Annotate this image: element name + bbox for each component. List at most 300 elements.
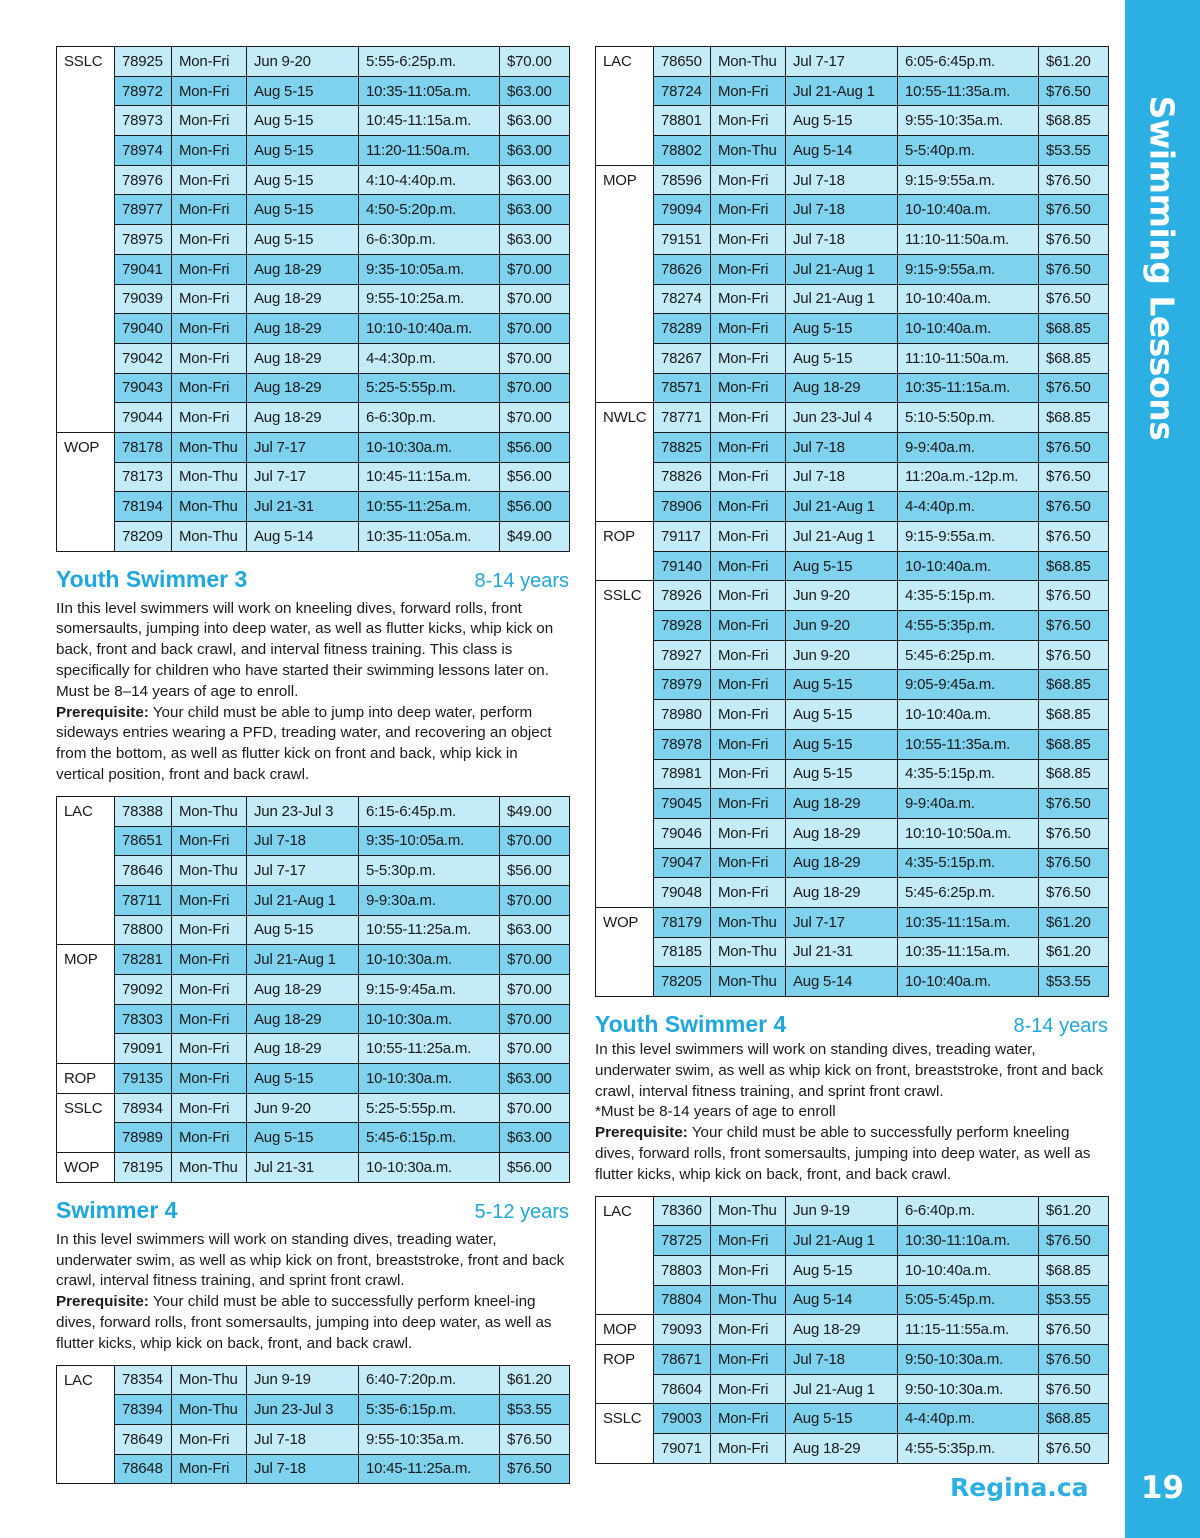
course-code-cell: 79091 <box>115 1034 172 1064</box>
time-cell: 9:50-10:30a.m. <box>898 1374 1039 1404</box>
course-code-cell: 78209 <box>115 522 172 552</box>
fee-cell: $56.00 <box>500 1153 570 1183</box>
course-code-cell: 78179 <box>654 907 711 937</box>
days-cell: Mon-Thu <box>172 492 247 522</box>
fee-cell: $63.00 <box>500 1123 570 1153</box>
course-code-cell: 78977 <box>115 195 172 225</box>
course-code-cell: 78289 <box>654 314 711 344</box>
days-cell: Mon-Fri <box>172 284 247 314</box>
description-text: IIn this level swimmers will work on kneeling dives, forward rolls, front somersaults, jumping into deep water, as well as flutter kicks, whip kick on back, front and back crawl, and interval fitness training. This class is specifically for children who have started their swimming lessons later on. Must be 8–14 years of age to enroll. <box>56 599 554 700</box>
fee-cell: $68.85 <box>1039 729 1109 759</box>
dates-cell: Aug 18-29 <box>247 403 359 433</box>
table-row <box>57 1424 570 1454</box>
days-cell: Mon-Fri <box>172 915 247 945</box>
fee-cell: $76.50 <box>1039 581 1109 611</box>
dates-cell: Jun 9-20 <box>247 47 359 77</box>
days-cell: Mon-Thu <box>172 1365 247 1395</box>
days-cell: Mon-Fri <box>172 1424 247 1454</box>
table-row <box>596 1315 1109 1345</box>
table-row <box>596 581 1109 611</box>
table-row <box>596 254 1109 284</box>
dates-cell: Aug 18-29 <box>247 974 359 1004</box>
fee-cell: $61.20 <box>1039 1196 1109 1226</box>
days-cell: Mon-Fri <box>711 462 786 492</box>
dates-cell: Jul 21-Aug 1 <box>786 1226 898 1256</box>
time-cell: 6:15-6:45p.m. <box>359 796 500 826</box>
time-cell: 10:45-11:15a.m. <box>359 106 500 136</box>
age-note: *Must be 8-14 years of age to enroll <box>595 1103 836 1121</box>
time-cell: 10:30-11:10a.m. <box>898 1226 1039 1256</box>
days-cell: Mon-Fri <box>711 284 786 314</box>
section-description <box>56 599 569 786</box>
days-cell: Mon-Fri <box>711 700 786 730</box>
days-cell: Mon-Fri <box>172 343 247 373</box>
course-code-cell: 78281 <box>115 945 172 975</box>
table-row <box>596 878 1109 908</box>
table-row <box>596 462 1109 492</box>
course-code-cell: 79046 <box>654 818 711 848</box>
time-cell: 9:35-10:05a.m. <box>359 254 500 284</box>
dates-cell: Aug 18-29 <box>786 818 898 848</box>
time-cell: 9:15-9:55a.m. <box>898 522 1039 552</box>
course-code-cell: 79043 <box>115 373 172 403</box>
course-code-cell: 79040 <box>115 314 172 344</box>
time-cell: 10:55-11:25a.m. <box>359 915 500 945</box>
time-cell: 10:35-11:05a.m. <box>359 522 500 552</box>
time-cell: 10:55-11:35a.m. <box>898 729 1039 759</box>
dates-cell: Aug 5-15 <box>786 1255 898 1285</box>
fee-cell: $76.50 <box>1039 492 1109 522</box>
time-cell: 6-6:40p.m. <box>898 1196 1039 1226</box>
time-cell: 5:45-6:25p.m. <box>898 640 1039 670</box>
table-row <box>596 1374 1109 1404</box>
course-code-cell: 78825 <box>654 432 711 462</box>
dates-cell: Aug 5-15 <box>247 915 359 945</box>
time-cell: 6-6:30p.m. <box>359 225 500 255</box>
course-code-cell: 79092 <box>115 974 172 1004</box>
time-cell: 5:05-5:45p.m. <box>898 1285 1039 1315</box>
fee-cell: $56.00 <box>500 856 570 886</box>
days-cell: Mon-Fri <box>172 373 247 403</box>
table-row <box>596 729 1109 759</box>
table-row <box>57 1034 570 1064</box>
dates-cell: Jul 7-18 <box>786 432 898 462</box>
fee-cell: $63.00 <box>500 136 570 166</box>
days-cell: Mon-Fri <box>172 254 247 284</box>
time-cell: 4:35-5:15p.m. <box>898 581 1039 611</box>
days-cell: Mon-Fri <box>711 225 786 255</box>
location-cell: WOP <box>57 432 115 551</box>
course-code-cell: 78596 <box>654 165 711 195</box>
course-code-cell: 78927 <box>654 640 711 670</box>
course-code-cell: 78185 <box>654 937 711 967</box>
dates-cell: Jul 7-18 <box>786 165 898 195</box>
location-cell: WOP <box>596 907 654 996</box>
time-cell: 9-9:30a.m. <box>359 885 500 915</box>
location-cell: LAC <box>596 47 654 166</box>
dates-cell: Aug 18-29 <box>786 878 898 908</box>
course-code-cell: 79151 <box>654 225 711 255</box>
location-cell: MOP <box>596 1315 654 1345</box>
time-cell: 4:55-5:35p.m. <box>898 1434 1039 1464</box>
fee-cell: $63.00 <box>500 165 570 195</box>
course-code-cell: 78802 <box>654 136 711 166</box>
time-cell: 10:10-10:40a.m. <box>359 314 500 344</box>
table-row <box>596 165 1109 195</box>
time-cell: 10-10:40a.m. <box>898 314 1039 344</box>
fee-cell: $49.00 <box>500 796 570 826</box>
description-text: In this level swimmers will work on standing dives, treading water, underwater swim, as well as whip kick on front, breaststroke, front and back crawl, interval fitness training, and sprint front crawl. <box>595 1041 1104 1100</box>
time-cell: 10:35-11:15a.m. <box>898 937 1039 967</box>
dates-cell: Jul 7-18 <box>786 1345 898 1375</box>
location-cell: NWLC <box>596 403 654 522</box>
fee-cell: $56.00 <box>500 462 570 492</box>
table-row <box>596 47 1109 77</box>
fee-cell: $76.50 <box>1039 611 1109 641</box>
table-row <box>596 759 1109 789</box>
days-cell: Mon-Fri <box>172 1123 247 1153</box>
dates-cell: Aug 5-14 <box>786 967 898 997</box>
table-row <box>596 1434 1109 1464</box>
course-code-cell: 78651 <box>115 826 172 856</box>
table-row <box>596 611 1109 641</box>
fee-cell: $76.50 <box>1039 1345 1109 1375</box>
days-cell: Mon-Thu <box>711 1285 786 1315</box>
schedule-table <box>56 1365 570 1485</box>
table-row <box>596 1226 1109 1256</box>
course-code-cell: 78394 <box>115 1395 172 1425</box>
time-cell: 10:35-11:15a.m. <box>898 907 1039 937</box>
table-row <box>57 1123 570 1153</box>
fee-cell: $76.50 <box>1039 848 1109 878</box>
days-cell: Mon-Fri <box>711 551 786 581</box>
days-cell: Mon-Thu <box>172 432 247 462</box>
table-row <box>596 1285 1109 1315</box>
time-cell: 6:05-6:45p.m. <box>898 47 1039 77</box>
table-row <box>596 1196 1109 1226</box>
time-cell: 9:15-9:55a.m. <box>898 254 1039 284</box>
time-cell: 4-4:30p.m. <box>359 343 500 373</box>
time-cell: 9-9:40a.m. <box>898 789 1039 819</box>
prerequisite-label: Prerequisite: <box>56 703 149 721</box>
table-row <box>57 373 570 403</box>
course-code-cell: 78972 <box>115 76 172 106</box>
dates-cell: Jul 7-18 <box>247 826 359 856</box>
location-cell: ROP <box>57 1064 115 1094</box>
table-row <box>57 136 570 166</box>
site-link[interactable]: Regina.ca <box>950 1473 1089 1502</box>
location-cell: ROP <box>596 1345 654 1404</box>
course-code-cell: 79047 <box>654 848 711 878</box>
age-range: 5-12 years <box>474 1200 569 1223</box>
course-code-cell: 78649 <box>115 1424 172 1454</box>
days-cell: Mon-Fri <box>711 254 786 284</box>
table-row <box>596 937 1109 967</box>
fee-cell: $76.50 <box>1039 640 1109 670</box>
dates-cell: Aug 18-29 <box>786 1434 898 1464</box>
time-cell: 10-10:30a.m. <box>359 945 500 975</box>
course-code-cell: 79140 <box>654 551 711 581</box>
fee-cell: $76.50 <box>1039 1434 1109 1464</box>
prerequisite-label: Prerequisite: <box>595 1124 688 1142</box>
fee-cell: $53.55 <box>1039 1285 1109 1315</box>
fee-cell: $76.50 <box>1039 1226 1109 1256</box>
table-row <box>57 796 570 826</box>
dates-cell: Jun 23-Jul 3 <box>247 1395 359 1425</box>
fee-cell: $68.85 <box>1039 314 1109 344</box>
dates-cell: Aug 5-15 <box>786 314 898 344</box>
course-code-cell: 78725 <box>654 1226 711 1256</box>
table-row <box>596 967 1109 997</box>
schedule-table <box>595 1196 1109 1464</box>
fee-cell: $70.00 <box>500 885 570 915</box>
dates-cell: Aug 5-15 <box>786 551 898 581</box>
schedule-table <box>595 46 1109 997</box>
course-code-cell: 78804 <box>654 1285 711 1315</box>
course-code-cell: 78178 <box>115 432 172 462</box>
course-code-cell: 79045 <box>654 789 711 819</box>
time-cell: 10-10:40a.m. <box>898 551 1039 581</box>
table-row <box>596 343 1109 373</box>
course-code-cell: 79039 <box>115 284 172 314</box>
time-cell: 5:55-6:25p.m. <box>359 47 500 77</box>
dates-cell: Aug 5-14 <box>786 136 898 166</box>
section-title: Youth Swimmer 3 <box>56 565 248 592</box>
section-tab-title: Swimming Lessons <box>1142 95 1182 441</box>
fee-cell: $76.50 <box>1039 254 1109 284</box>
table-row <box>57 522 570 552</box>
course-code-cell: 78803 <box>654 1255 711 1285</box>
dates-cell: Aug 5-15 <box>786 729 898 759</box>
table-row <box>57 915 570 945</box>
course-code-cell: 79003 <box>654 1404 711 1434</box>
table-row <box>596 492 1109 522</box>
time-cell: 10-10:40a.m. <box>898 1255 1039 1285</box>
time-cell: 9:55-10:35a.m. <box>359 1424 500 1454</box>
course-code-cell: 78980 <box>654 700 711 730</box>
table-row <box>57 1064 570 1094</box>
course-code-cell: 78711 <box>115 885 172 915</box>
days-cell: Mon-Fri <box>711 403 786 433</box>
course-code-cell: 78173 <box>115 462 172 492</box>
dates-cell: Jul 7-18 <box>786 462 898 492</box>
days-cell: Mon-Fri <box>711 76 786 106</box>
course-code-cell: 78195 <box>115 1153 172 1183</box>
days-cell: Mon-Thu <box>172 462 247 492</box>
dates-cell: Jul 21-Aug 1 <box>247 945 359 975</box>
course-code-cell: 78267 <box>654 343 711 373</box>
table-row <box>596 700 1109 730</box>
location-cell: MOP <box>596 165 654 403</box>
dates-cell: Jul 21-Aug 1 <box>786 76 898 106</box>
table-row <box>596 907 1109 937</box>
course-code-cell: 79042 <box>115 343 172 373</box>
time-cell: 10:10-10:50a.m. <box>898 818 1039 848</box>
location-cell: SSLC <box>57 47 115 433</box>
dates-cell: Aug 5-15 <box>247 1123 359 1153</box>
course-code-cell: 78801 <box>654 106 711 136</box>
days-cell: Mon-Fri <box>711 878 786 908</box>
fee-cell: $63.00 <box>500 76 570 106</box>
time-cell: 4:10-4:40p.m. <box>359 165 500 195</box>
dates-cell: Aug 18-29 <box>247 1004 359 1034</box>
time-cell: 6-6:30p.m. <box>359 403 500 433</box>
schedule-table <box>56 46 570 552</box>
table-row <box>57 343 570 373</box>
dates-cell: Jun 9-20 <box>786 640 898 670</box>
table-row <box>596 314 1109 344</box>
days-cell: Mon-Thu <box>711 967 786 997</box>
table-row <box>596 225 1109 255</box>
table-row <box>57 856 570 886</box>
fee-cell: $76.50 <box>1039 522 1109 552</box>
course-code-cell: 78925 <box>115 47 172 77</box>
time-cell: 10-10:40a.m. <box>898 195 1039 225</box>
days-cell: Mon-Fri <box>711 611 786 641</box>
schedule-table <box>56 796 570 1183</box>
days-cell: Mon-Thu <box>172 1395 247 1425</box>
fee-cell: $70.00 <box>500 254 570 284</box>
fee-cell: $63.00 <box>500 1064 570 1094</box>
days-cell: Mon-Fri <box>172 1034 247 1064</box>
location-cell: WOP <box>57 1153 115 1183</box>
time-cell: 9:50-10:30a.m. <box>898 1345 1039 1375</box>
days-cell: Mon-Fri <box>711 729 786 759</box>
table-row <box>57 492 570 522</box>
fee-cell: $70.00 <box>500 47 570 77</box>
section-header <box>56 1197 569 1224</box>
course-code-cell: 78906 <box>654 492 711 522</box>
table-row <box>57 284 570 314</box>
fee-cell: $76.50 <box>1039 789 1109 819</box>
days-cell: Mon-Fri <box>711 522 786 552</box>
fee-cell: $61.20 <box>1039 47 1109 77</box>
dates-cell: Jul 7-17 <box>247 432 359 462</box>
fee-cell: $61.20 <box>1039 907 1109 937</box>
course-code-cell: 79044 <box>115 403 172 433</box>
dates-cell: Aug 5-15 <box>247 106 359 136</box>
fee-cell: $70.00 <box>500 826 570 856</box>
fee-cell: $70.00 <box>500 284 570 314</box>
days-cell: Mon-Fri <box>711 492 786 522</box>
time-cell: 10-10:30a.m. <box>359 1064 500 1094</box>
table-row <box>596 284 1109 314</box>
table-row <box>57 225 570 255</box>
fee-cell: $63.00 <box>500 106 570 136</box>
table-row <box>596 373 1109 403</box>
time-cell: 11:10-11:50a.m. <box>898 225 1039 255</box>
course-code-cell: 78303 <box>115 1004 172 1034</box>
days-cell: Mon-Fri <box>711 640 786 670</box>
days-cell: Mon-Fri <box>172 826 247 856</box>
days-cell: Mon-Fri <box>711 581 786 611</box>
course-code-cell: 78976 <box>115 165 172 195</box>
dates-cell: Jul 21-Aug 1 <box>247 885 359 915</box>
course-code-cell: 79048 <box>654 878 711 908</box>
fee-cell: $68.85 <box>1039 1404 1109 1434</box>
dates-cell: Jul 21-Aug 1 <box>786 522 898 552</box>
time-cell: 4:55-5:35p.m. <box>898 611 1039 641</box>
days-cell: Mon-Fri <box>172 225 247 255</box>
course-code-cell: 78194 <box>115 492 172 522</box>
days-cell: Mon-Thu <box>172 522 247 552</box>
time-cell: 9:15-9:45a.m. <box>359 974 500 1004</box>
time-cell: 10-10:30a.m. <box>359 1004 500 1034</box>
course-code-cell: 79093 <box>654 1315 711 1345</box>
fee-cell: $76.50 <box>1039 76 1109 106</box>
fee-cell: $76.50 <box>1039 432 1109 462</box>
days-cell: Mon-Fri <box>172 106 247 136</box>
course-code-cell: 78205 <box>654 967 711 997</box>
dates-cell: Jun 9-20 <box>786 581 898 611</box>
time-cell: 11:20a.m.-12p.m. <box>898 462 1039 492</box>
section-header <box>56 566 569 593</box>
course-code-cell: 78981 <box>654 759 711 789</box>
time-cell: 5-5:30p.m. <box>359 856 500 886</box>
description-text: In this level swimmers will work on standing dives, treading water, underwater swim, as well as whip kick on front, breaststroke, front and back crawl, interval fitness training, and sprint front crawl. <box>56 1230 565 1290</box>
days-cell: Mon-Fri <box>711 373 786 403</box>
time-cell: 5:45-6:15p.m. <box>359 1123 500 1153</box>
dates-cell: Jul 21-Aug 1 <box>786 1374 898 1404</box>
course-code-cell: 79071 <box>654 1434 711 1464</box>
dates-cell: Jul 21-31 <box>786 937 898 967</box>
dates-cell: Aug 5-15 <box>786 700 898 730</box>
time-cell: 11:15-11:55a.m. <box>898 1315 1039 1345</box>
time-cell: 10:45-11:15a.m. <box>359 462 500 492</box>
days-cell: Mon-Fri <box>172 1004 247 1034</box>
fee-cell: $63.00 <box>500 195 570 225</box>
fee-cell: $68.85 <box>1039 700 1109 730</box>
days-cell: Mon-Thu <box>172 796 247 826</box>
course-code-cell: 78771 <box>654 403 711 433</box>
dates-cell: Jul 7-18 <box>786 195 898 225</box>
table-row <box>57 47 570 77</box>
time-cell: 4:35-5:15p.m. <box>898 759 1039 789</box>
fee-cell: $70.00 <box>500 314 570 344</box>
dates-cell: Aug 18-29 <box>247 343 359 373</box>
course-code-cell: 78826 <box>654 462 711 492</box>
section-header <box>595 1011 1108 1038</box>
fee-cell: $76.50 <box>1039 225 1109 255</box>
table-row <box>57 1454 570 1484</box>
dates-cell: Aug 18-29 <box>247 314 359 344</box>
days-cell: Mon-Fri <box>172 1454 247 1484</box>
fee-cell: $68.85 <box>1039 403 1109 433</box>
days-cell: Mon-Fri <box>711 165 786 195</box>
fee-cell: $70.00 <box>500 343 570 373</box>
days-cell: Mon-Fri <box>711 1315 786 1345</box>
dates-cell: Aug 5-15 <box>786 670 898 700</box>
table-row <box>57 403 570 433</box>
dates-cell: Jul 21-31 <box>247 1153 359 1183</box>
location-cell: SSLC <box>596 1404 654 1463</box>
fee-cell: $68.85 <box>1039 1255 1109 1285</box>
page-number: 19 <box>1140 1470 1185 1506</box>
table-row <box>57 462 570 492</box>
time-cell: 5:25-5:55p.m. <box>359 1093 500 1123</box>
table-row <box>596 403 1109 433</box>
time-cell: 10:35-11:15a.m. <box>898 373 1039 403</box>
time-cell: 4-4:40p.m. <box>898 1404 1039 1434</box>
course-code-cell: 78626 <box>654 254 711 284</box>
time-cell: 6:40-7:20p.m. <box>359 1365 500 1395</box>
fee-cell: $76.50 <box>1039 373 1109 403</box>
time-cell: 9:35-10:05a.m. <box>359 826 500 856</box>
time-cell: 10:55-11:25a.m. <box>359 1034 500 1064</box>
table-row <box>596 432 1109 462</box>
course-code-cell: 78989 <box>115 1123 172 1153</box>
location-cell: LAC <box>57 796 115 944</box>
